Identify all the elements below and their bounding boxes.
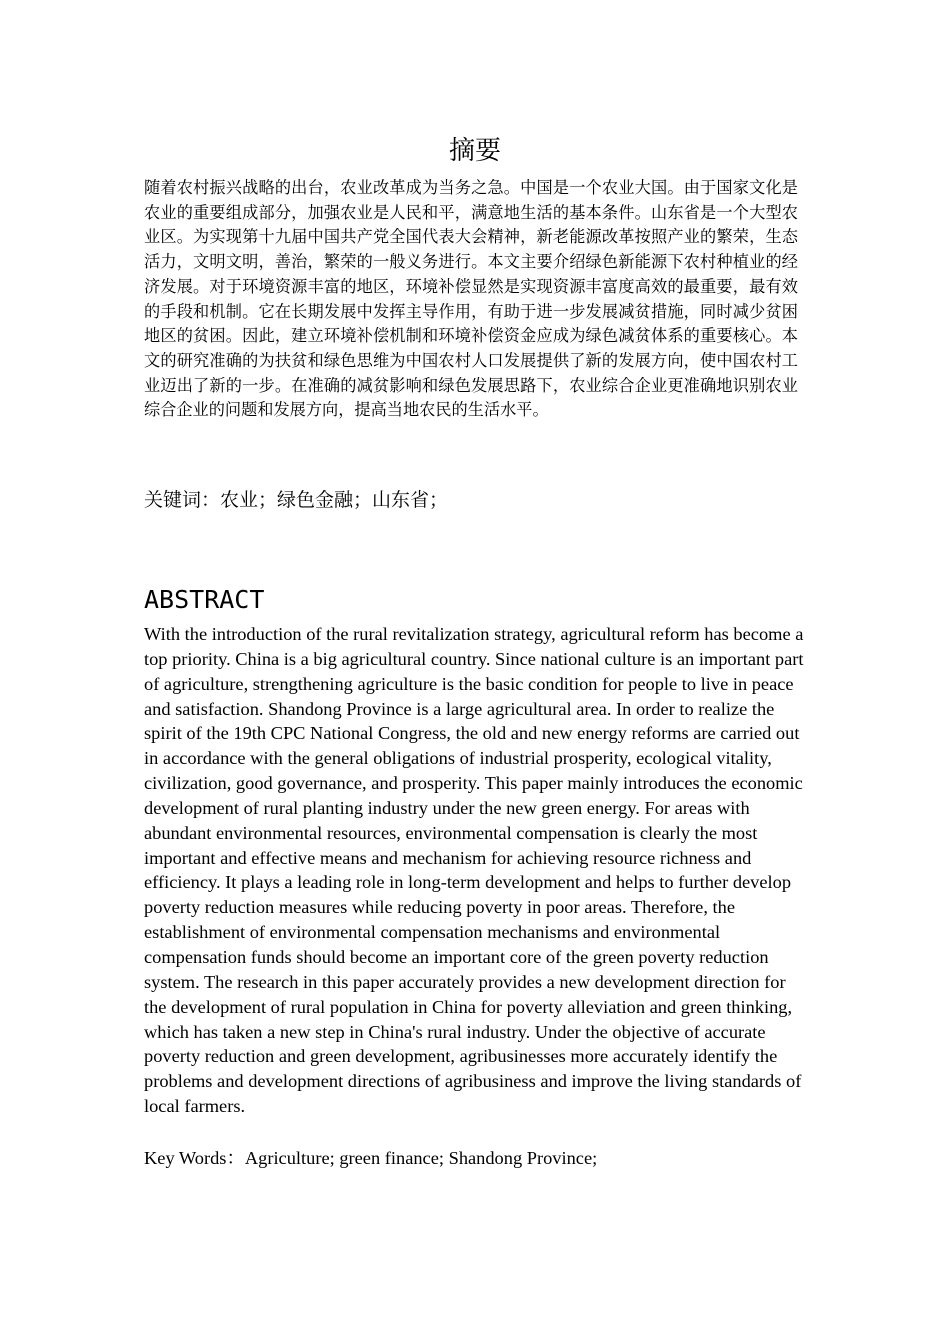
chinese-abstract-title: 摘要 bbox=[448, 136, 501, 166]
english-abstract-title: ABSTRACT bbox=[144, 585, 265, 614]
chinese-abstract-body: 随着农村振兴战略的出台，农业改革成为当务之急。中国是一个农业大国。由于国家文化是农业的重要组成部分，加强农业是人民和平，满意地生活的基本条件。山东省是一个大型农业区。为实现第十九届中国共产党全国代表大会精神，新老能源改革按照产业的繁荣，生态活力，文明文明，善治，繁荣的一般义务进行。本文主要介绍绿色新能源下农村种植业的经济发展。对于环境资源丰富的地区，环境补偿显然是实现资源丰富度高效的最重要，最有效的手段和机制。它在长期发展中发挥主导作用，有助于进一步发展减贫措施，同时减少贫困地区的贫困。因此，建立环境补偿机制和环境补偿资金应成为绿色减贫体系的重要核心。本文的研究准确的为扶贫和绿色思维为中国农村人口发展提供了新的发展方向，使中国农村工业迈出了新的一步。在准确的减贫影响和绿色发展思路下，农业综合企业更准确地识别农业综合企业的问题和发展方向，提高当地农民的生活水平。 bbox=[144, 178, 798, 420]
english-abstract-body: With the introduction of the rural revitalization strategy, agricultural reform has become a top priority. China is a big agricultural country. Since national culture is an important part of agriculture, strengthening agriculture is the basic condition for people to live in peace and satisfaction. Shandong Province is a large agricultural area. In order to realize the spirit of the 19th CPC National Congress, the old and new energy reforms are carried out in accordance with the general obligations of industrial prosperity, ecological vitality, civilization, good governance, and prosperity. This paper mainly introduces the economic development of rural planting industry under the new green energy. For areas with abundant environmental resources, environmental compensation is clearly the most important and effective means and mechanism for achieving resource richness and efficiency. It plays a leading role in long-term development and helps to further develop poverty reduction measures while reducing poverty in poor areas. Therefore, the establishment of environmental compensation mechanisms and environmental compensation funds should become an important core of the green poverty reduction system. The research in this paper accurately provides a new development direction for the development of rural population in China for poverty alleviation and green thinking, which has taken a new step in China's rural industry. Under the objective of accurate poverty reduction and green development, agribusinesses more accurately identify the problems and development directions of agribusiness and improve the living standards of local farmers. bbox=[144, 624, 804, 1117]
chinese-keywords: 关键词：农业；绿色金融；山东省； bbox=[144, 489, 449, 511]
english-keywords: Key Words：Agriculture; green finance; Shandong Province; bbox=[144, 1148, 598, 1168]
